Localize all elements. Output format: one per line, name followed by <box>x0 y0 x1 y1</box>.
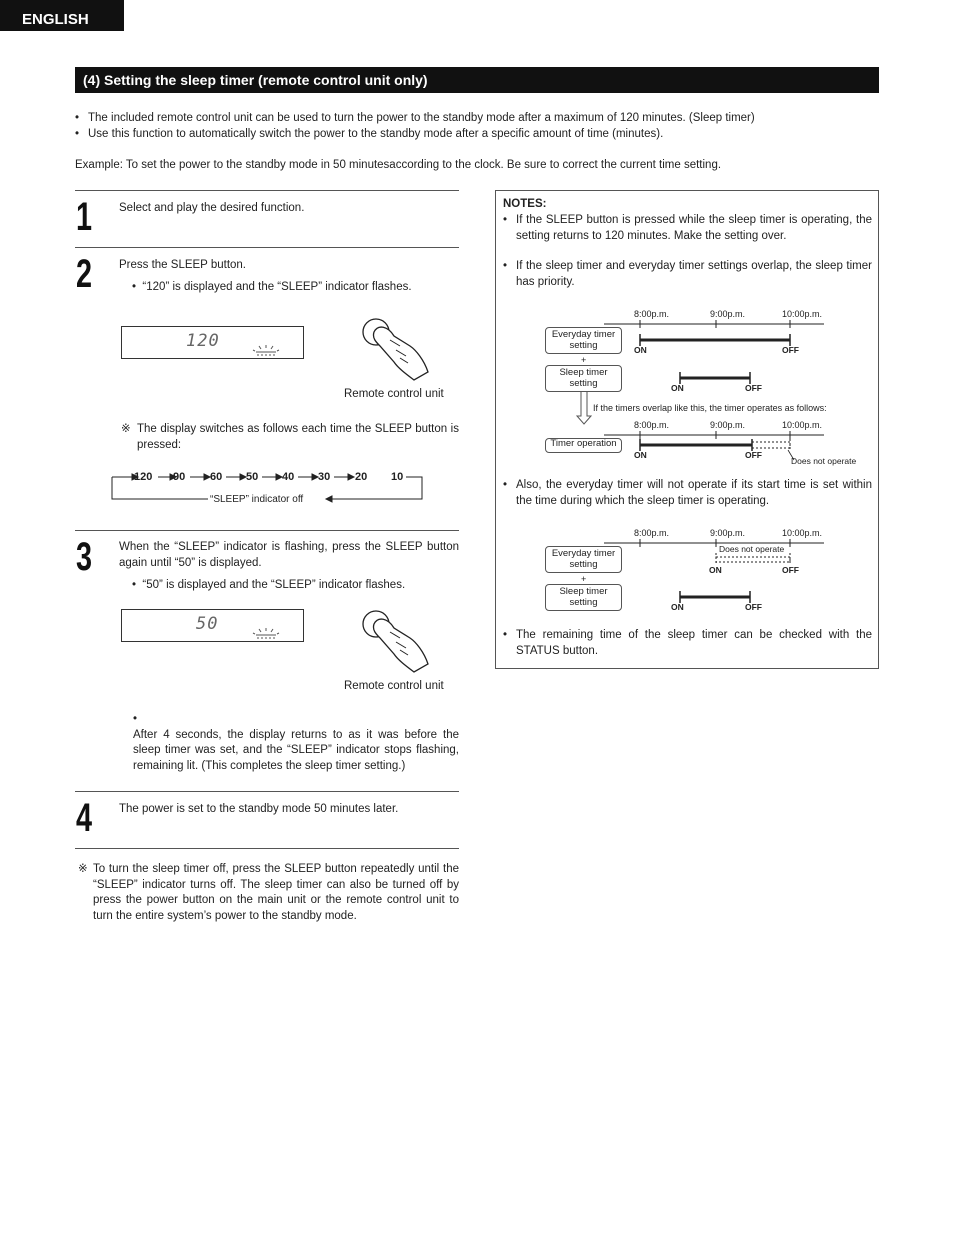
display-value: 50 <box>196 614 219 634</box>
language-tab: ENGLISH <box>0 0 124 31</box>
time-label: 9:00p.m. <box>710 309 746 319</box>
step-divider <box>75 530 459 531</box>
step-number: 3 <box>76 535 93 579</box>
sequence-value: 10 <box>391 471 404 483</box>
remote-hand-icon <box>354 608 434 674</box>
remote-caption: Remote control unit <box>344 680 444 692</box>
does-not-operate-label: Does not operate <box>791 456 857 466</box>
step-text: When the “SLEEP” indicator is flashing, press the SLEEP button again until “50” is displayed. <box>119 541 459 569</box>
time-label: 10:00p.m. <box>782 309 823 319</box>
step-divider <box>75 247 459 248</box>
overlap-text: If the timers overlap like this, the timer operates as follows: <box>593 403 827 413</box>
sequence-return-label: “SLEEP” indicator off <box>210 494 304 505</box>
step-text: Press the SLEEP button. <box>119 259 247 271</box>
everyday-timer-label: Everyday timer setting <box>545 327 622 354</box>
step-bullet: • “50” is displayed and the “SLEEP” indicator flashes. <box>132 579 406 591</box>
step-note: The display switches as follows each time the SLEEP button is pressed: <box>137 423 459 451</box>
sequence-value: 60 <box>210 471 223 483</box>
time-label: 9:00p.m. <box>710 420 746 430</box>
remote-caption: Remote control unit <box>344 388 444 400</box>
step-divider <box>75 848 459 849</box>
example-text: Example: To set the power to the standby mode in 50 minutesaccording to the clock. Be sure to correct the current time setting. <box>75 159 722 171</box>
step-text: The power is set to the standby mode 50 minutes later. <box>119 803 399 815</box>
everyday-timer-label: Everyday timer setting <box>545 546 622 573</box>
off-label: OFF <box>745 602 762 612</box>
sequence-value: 90 <box>173 471 186 483</box>
sequence-value: 40 <box>282 471 295 483</box>
off-label: OFF <box>745 383 762 393</box>
step-bullet: • “120” is displayed and the “SLEEP” indicator flashes. <box>132 281 412 293</box>
step-number: 2 <box>76 252 93 296</box>
on-label: ON <box>709 565 722 575</box>
display-value: 120 <box>186 331 220 351</box>
remote-hand-icon <box>354 316 434 382</box>
step-number: 4 <box>76 796 93 840</box>
sleep-timer-label: Sleep timer setting <box>545 584 622 611</box>
bullet-dot: • <box>133 713 138 725</box>
on-label: ON <box>634 450 647 460</box>
sequence-value: 30 <box>318 471 331 483</box>
plus-sign: + <box>581 355 587 365</box>
plus-sign: + <box>581 574 587 584</box>
sequence-value: 50 <box>246 471 259 483</box>
sleep-timer-label: Sleep timer setting <box>545 365 622 392</box>
display-panel <box>121 609 304 642</box>
sleep-indicator-icon <box>252 343 280 357</box>
on-label: ON <box>671 383 684 393</box>
section-title: (4) Setting the sleep timer (remote control unit only) <box>75 67 879 93</box>
step-after-bullet: After 4 seconds, the display returns to as it was before the sleep timer was set, and the “SLEEP” indicator stops flashing, remaining lit. (This completes the sleep timer setting.) <box>133 728 459 773</box>
sequence-value: 20 <box>355 471 368 483</box>
step-text: Select and play the desired function. <box>119 202 305 214</box>
notes-title: NOTES: <box>503 198 547 210</box>
off-label: OFF <box>745 450 762 460</box>
footnote-text: To turn the sleep timer off, press the SLEEP button repeatedly until the “SLEEP” indicator turns off. The sleep timer can also be turned off by press the power button on the main unit or the remote control unit to turn the entire system’s power to the standby mode. <box>93 863 459 923</box>
time-label: 10:00p.m. <box>782 528 823 538</box>
step-number: 1 <box>76 195 93 239</box>
step-divider <box>75 190 459 191</box>
time-label: 8:00p.m. <box>634 309 670 319</box>
time-label: 8:00p.m. <box>634 420 670 430</box>
display-panel <box>121 326 304 359</box>
does-not-operate-label: Does not operate <box>719 544 785 554</box>
step-divider <box>75 791 459 792</box>
time-label: 9:00p.m. <box>710 528 746 538</box>
timer-operation-label: Timer operation <box>545 438 622 453</box>
time-label: 10:00p.m. <box>782 420 823 430</box>
off-label: OFF <box>782 345 799 355</box>
time-label: 8:00p.m. <box>634 528 670 538</box>
footnote-mark: ※ <box>78 863 88 875</box>
sequence-value: 120 <box>134 471 153 483</box>
on-label: ON <box>634 345 647 355</box>
note-mark: ※ <box>121 423 131 435</box>
sleep-indicator-icon <box>252 626 280 640</box>
on-label: ON <box>671 602 684 612</box>
off-label: OFF <box>782 565 799 575</box>
